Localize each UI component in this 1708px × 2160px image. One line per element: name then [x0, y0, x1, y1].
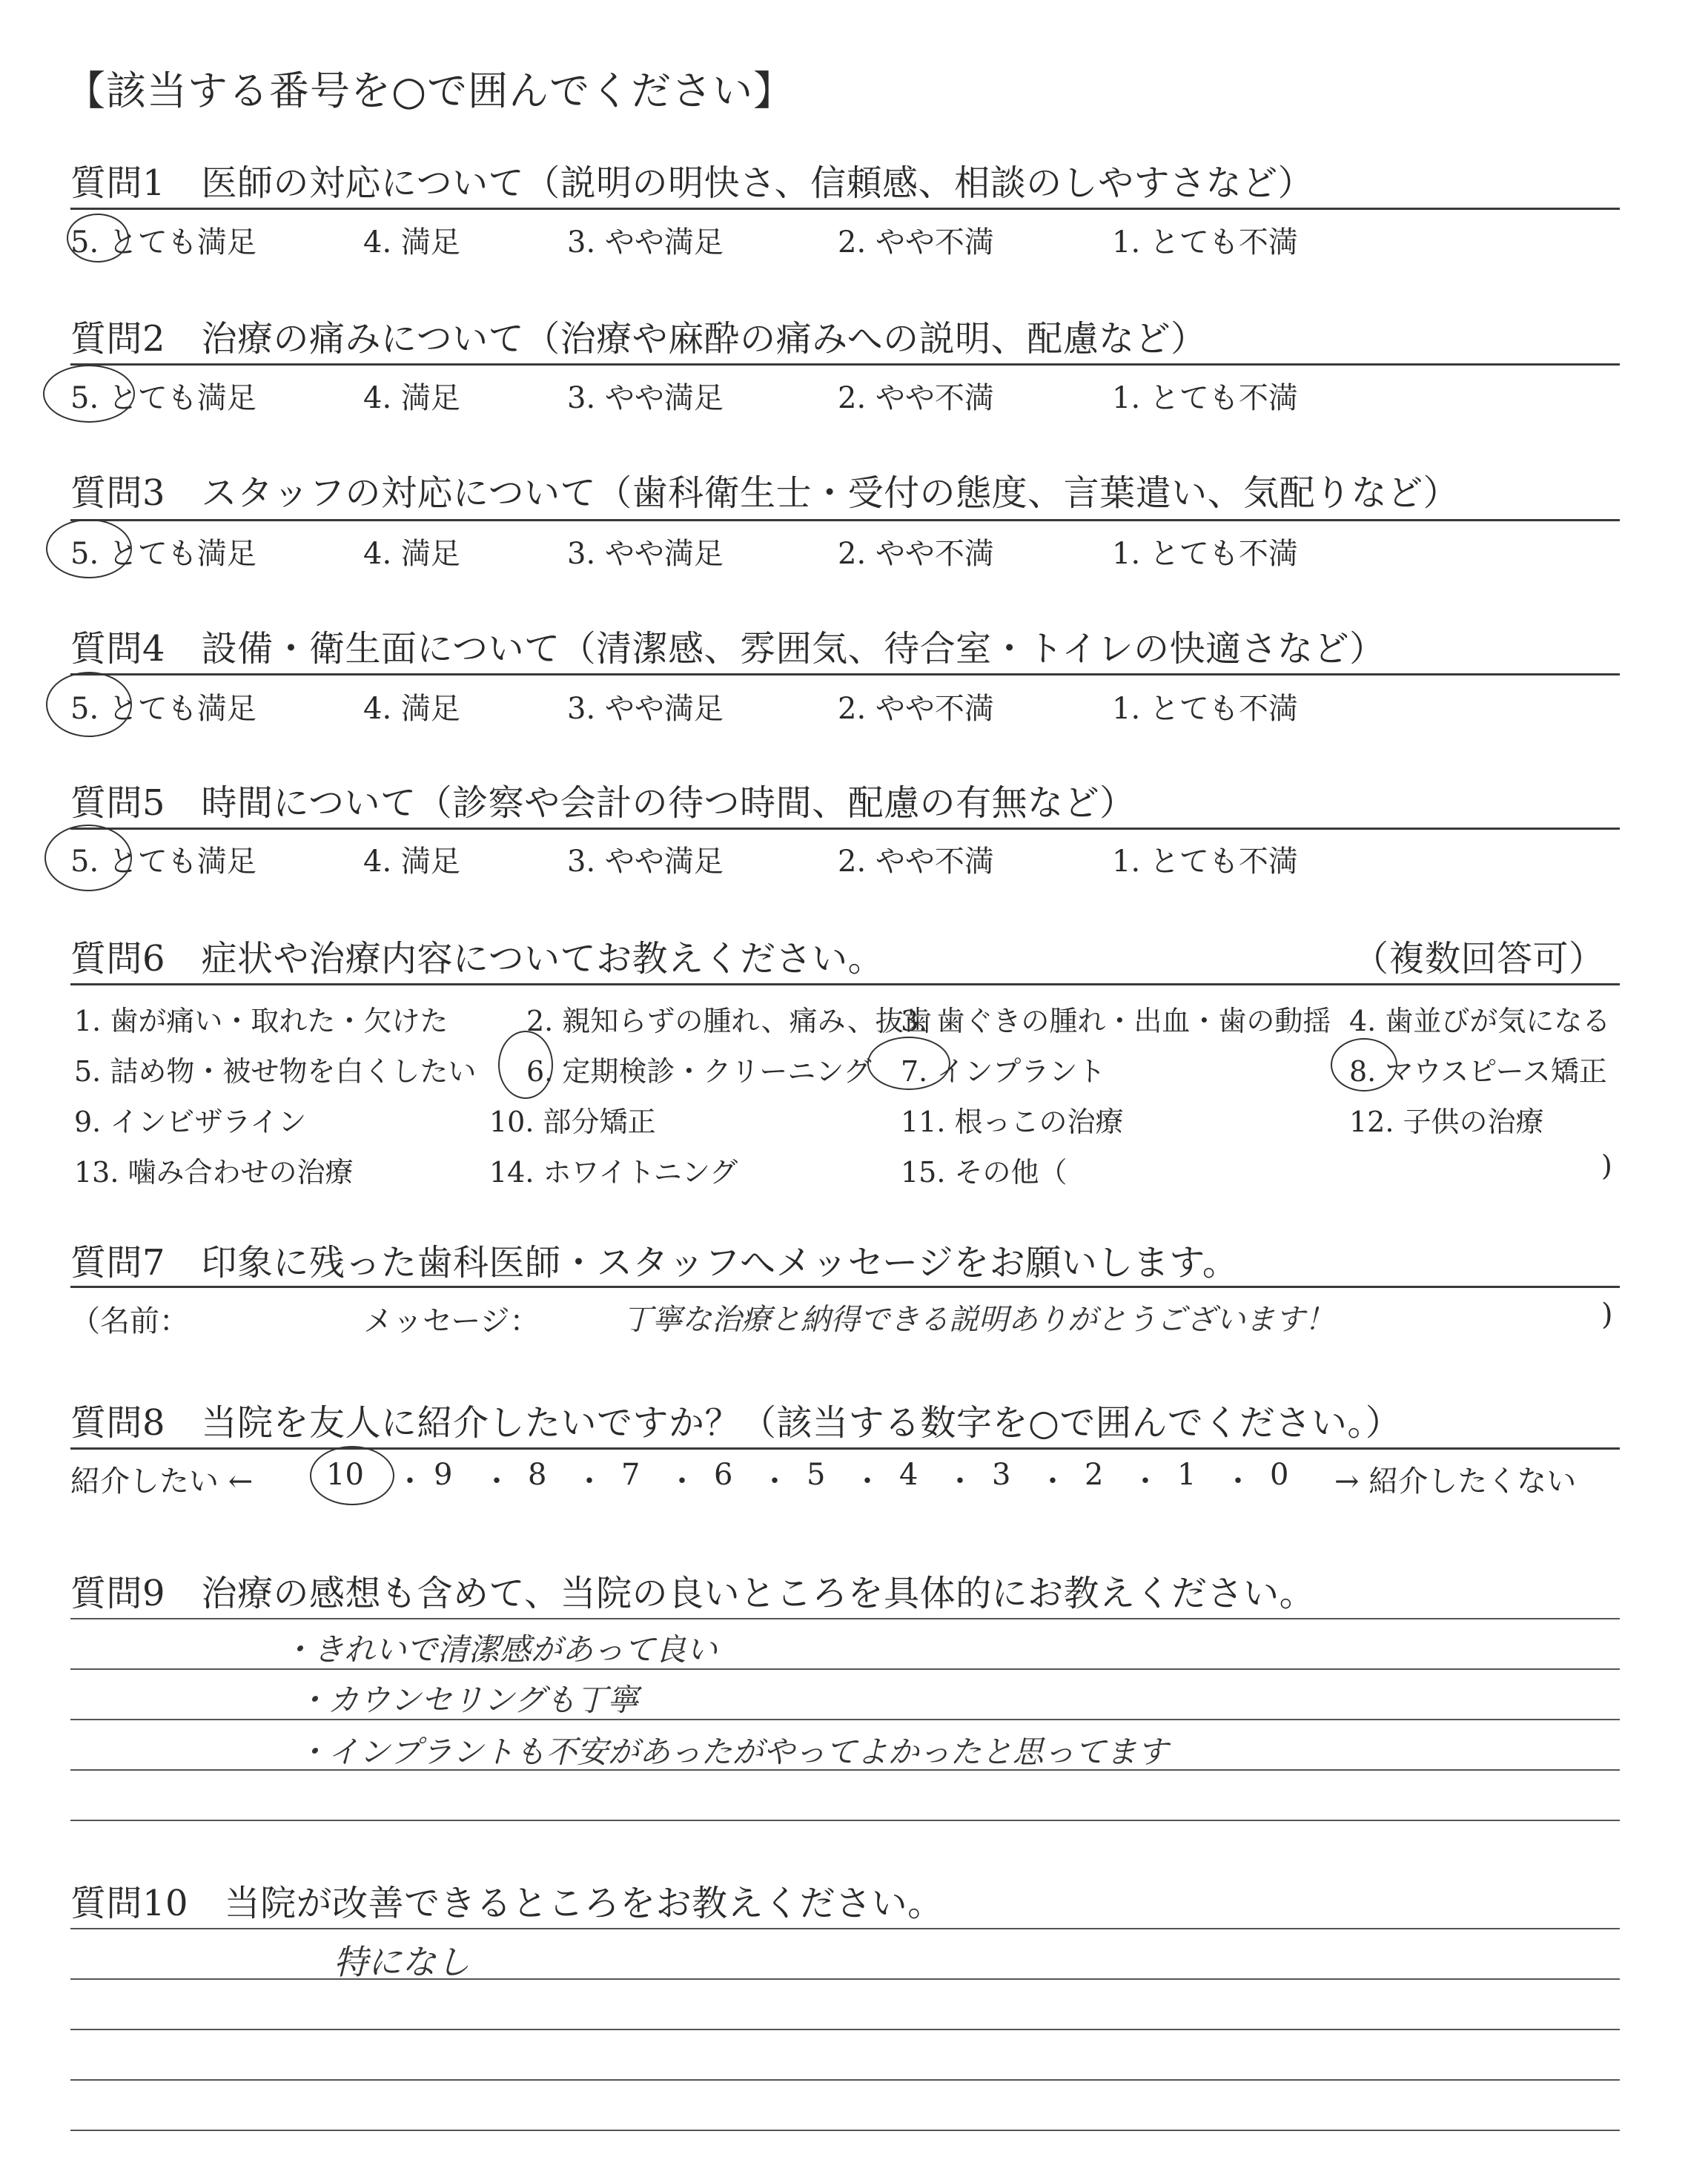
q10-line-2: [70, 1978, 1620, 1980]
question-4-rule: [70, 673, 1620, 676]
q8-separator: ・: [853, 1464, 882, 1499]
q6-option-11[interactable]: 11. 根っこの治療: [901, 1106, 1124, 1138]
q6-option-13[interactable]: 13. 噛み合わせの治療: [74, 1156, 354, 1189]
question-7-title: 質問7 印象に残った歯科医師・スタッフへメッセージをお願いします。: [70, 1242, 1239, 1284]
q4-option-1[interactable]: 1. とても不満: [1112, 692, 1298, 726]
q4-option-4[interactable]: 4. 満足: [363, 692, 460, 726]
q6-selected-circle-6: [498, 1031, 553, 1099]
q8-scale-4[interactable]: 4: [899, 1458, 918, 1492]
q6-option-6[interactable]: 6. 定期検診・クリーニング: [526, 1055, 872, 1088]
question-1-title: 質問1 医師の対応について（説明の明快さ、信頼感、相談のしやすさなど）: [70, 162, 1314, 204]
question-3-rule: [70, 519, 1620, 521]
question-6-rule: [70, 983, 1620, 985]
q5-selected-circle: [44, 825, 132, 891]
q3-selected-circle: [46, 519, 132, 578]
q7-message-label: メッセージ：: [363, 1304, 540, 1338]
q8-separator: ・: [760, 1464, 790, 1499]
q6-option-1[interactable]: 1. 歯が痛い・取れた・欠けた: [74, 1005, 448, 1037]
question-5-rule: [70, 828, 1620, 830]
q3-option-4[interactable]: 4. 満足: [363, 537, 460, 571]
q1-option-3[interactable]: 3. やや満足: [567, 225, 724, 260]
q4-selected-circle: [46, 672, 132, 737]
page-heading: 【該当する番号を○で囲んでください】: [65, 67, 795, 114]
q8-scale-1[interactable]: 1: [1177, 1458, 1196, 1492]
q7-message-handwriting: 丁寧な治療と納得できる説明ありがとうございます！: [623, 1303, 1334, 1337]
q6-option-10[interactable]: 10. 部分矯正: [489, 1106, 656, 1138]
q8-separator: ・: [945, 1464, 975, 1499]
question-6-title: 質問6 症状や治療内容についてお教えください。: [70, 938, 884, 980]
q4-option-5[interactable]: 5. とても満足: [70, 692, 256, 726]
q3-option-3[interactable]: 3. やや満足: [567, 537, 724, 571]
q8-separator: ・: [575, 1464, 604, 1499]
question-5-title: 質問5 時間について（診察や会計の待つ時間、配慮の有無など）: [70, 782, 1136, 824]
q6-option-4[interactable]: 4. 歯並びが気になる: [1349, 1005, 1611, 1037]
q5-option-4[interactable]: 4. 満足: [363, 845, 460, 879]
question-4-title: 質問4 設備・衛生面について（清潔感、雰囲気、待合室・トイレの快適さなど）: [70, 628, 1386, 670]
q6-option-2[interactable]: 2. 親知らずの腫れ、痛み、抜歯: [526, 1005, 932, 1037]
q8-scale-10[interactable]: 10: [326, 1458, 364, 1492]
question-8-rule: [70, 1447, 1620, 1450]
q9-line-1: [70, 1618, 1620, 1619]
q8-separator: ・: [395, 1464, 425, 1499]
q2-option-3[interactable]: 3. やや満足: [567, 381, 724, 415]
question-7-rule: [70, 1286, 1620, 1288]
q8-separator: ・: [1223, 1464, 1253, 1499]
question-10-title: 質問10 当院が改善できるところをお教えください。: [70, 1883, 944, 1924]
q8-left-label: 紹介したい ←: [70, 1464, 254, 1499]
q4-option-3[interactable]: 3. やや満足: [567, 692, 724, 726]
q2-option-1[interactable]: 1. とても不満: [1112, 381, 1298, 415]
question-2-title: 質問2 治療の痛みについて（治療や麻酔の痛みへの説明、配慮など）: [70, 318, 1207, 360]
q3-option-5[interactable]: 5. とても満足: [70, 537, 256, 571]
q3-option-2[interactable]: 2. やや不満: [838, 537, 994, 571]
q6-selected-circle-7: [867, 1037, 950, 1090]
q5-option-3[interactable]: 3. やや満足: [567, 845, 724, 879]
q1-option-4[interactable]: 4. 満足: [363, 225, 460, 260]
q8-scale-7[interactable]: 7: [621, 1458, 640, 1492]
question-8-title: 質問8 当院を友人に紹介したいですか？（該当する数字を○で囲んでください。）: [70, 1402, 1402, 1444]
q8-scale-6[interactable]: 6: [714, 1458, 733, 1492]
q10-line-3: [70, 2029, 1620, 2030]
q6-other-close: ): [1601, 1149, 1612, 1182]
q8-scale-2[interactable]: 2: [1085, 1458, 1104, 1492]
q8-scale-5[interactable]: 5: [807, 1458, 826, 1492]
question-9-title: 質問9 治療の感想も含めて、当院の良いところを具体的にお教えください。: [70, 1573, 1316, 1614]
q1-option-5[interactable]: 5. とても満足: [70, 225, 256, 260]
q8-separator: ・: [482, 1464, 512, 1499]
q5-option-1[interactable]: 1. とても不満: [1112, 845, 1298, 879]
q2-option-2[interactable]: 2. やや不満: [838, 381, 994, 415]
q9-answer-2: ・カウンセリングも丁寧: [297, 1682, 639, 1718]
q10-line-4: [70, 2079, 1620, 2081]
q9-line-5: [70, 1820, 1620, 1821]
q1-selected-circle: [67, 214, 129, 262]
question-1-rule: [70, 208, 1620, 210]
q6-option-3[interactable]: 3. 歯ぐきの腫れ・出血・歯の動揺: [901, 1005, 1331, 1037]
q1-option-2[interactable]: 2. やや不満: [838, 225, 994, 260]
q10-line-1: [70, 1928, 1620, 1929]
q8-scale-0[interactable]: 0: [1270, 1458, 1289, 1492]
q5-option-5[interactable]: 5. とても満足: [70, 845, 256, 879]
q8-scale-8[interactable]: 8: [528, 1458, 547, 1492]
q6-option-15[interactable]: 15. その他（: [901, 1156, 1068, 1189]
q6-option-12[interactable]: 12. 子供の治療: [1349, 1106, 1544, 1138]
q2-option-5[interactable]: 5. とても満足: [70, 381, 256, 415]
question-2-rule: [70, 363, 1620, 366]
q7-name-label: （名前：: [70, 1304, 189, 1338]
q10-answer-1: 特になし: [334, 1942, 470, 1982]
q9-answer-1: ・きれいで清潔感があって良い: [282, 1631, 718, 1668]
q8-separator: ・: [1131, 1464, 1160, 1499]
q7-close-paren: ): [1601, 1298, 1613, 1332]
q5-option-2[interactable]: 2. やや不満: [838, 845, 994, 879]
question-6-note: （複数回答可）: [1353, 938, 1605, 980]
q8-separator: ・: [667, 1464, 697, 1499]
q10-line-5: [70, 2130, 1620, 2131]
q8-right-label: → 紹介したくない: [1334, 1464, 1577, 1499]
q8-separator: ・: [1038, 1464, 1068, 1499]
q8-selected-circle: [310, 1446, 394, 1505]
q6-option-7[interactable]: 7. インプラント: [901, 1055, 1106, 1088]
q9-answer-3: ・インプラントも不安があったがやってよかったと思ってます: [297, 1734, 1168, 1770]
q8-scale-3[interactable]: 3: [992, 1458, 1011, 1492]
q6-option-14[interactable]: 14. ホワイトニング: [489, 1156, 738, 1189]
q3-option-1[interactable]: 1. とても不満: [1112, 537, 1298, 571]
q6-selected-circle-8: [1331, 1038, 1397, 1091]
question-3-title: 質問3 スタッフの対応について（歯科衛生士・受付の態度、言葉遣い、気配りなど）: [70, 472, 1460, 514]
q4-option-2[interactable]: 2. やや不満: [838, 692, 994, 726]
q6-option-5[interactable]: 5. 詰め物・被せ物を白くしたい: [74, 1055, 477, 1088]
q1-option-1[interactable]: 1. とても不満: [1112, 225, 1298, 260]
q2-option-4[interactable]: 4. 満足: [363, 381, 460, 415]
q2-selected-circle: [43, 365, 135, 423]
q8-scale-9[interactable]: 9: [434, 1458, 453, 1492]
q6-option-9[interactable]: 9. インビザライン: [74, 1106, 307, 1138]
q6-option-8[interactable]: 8. マウスピース矯正: [1349, 1055, 1607, 1088]
